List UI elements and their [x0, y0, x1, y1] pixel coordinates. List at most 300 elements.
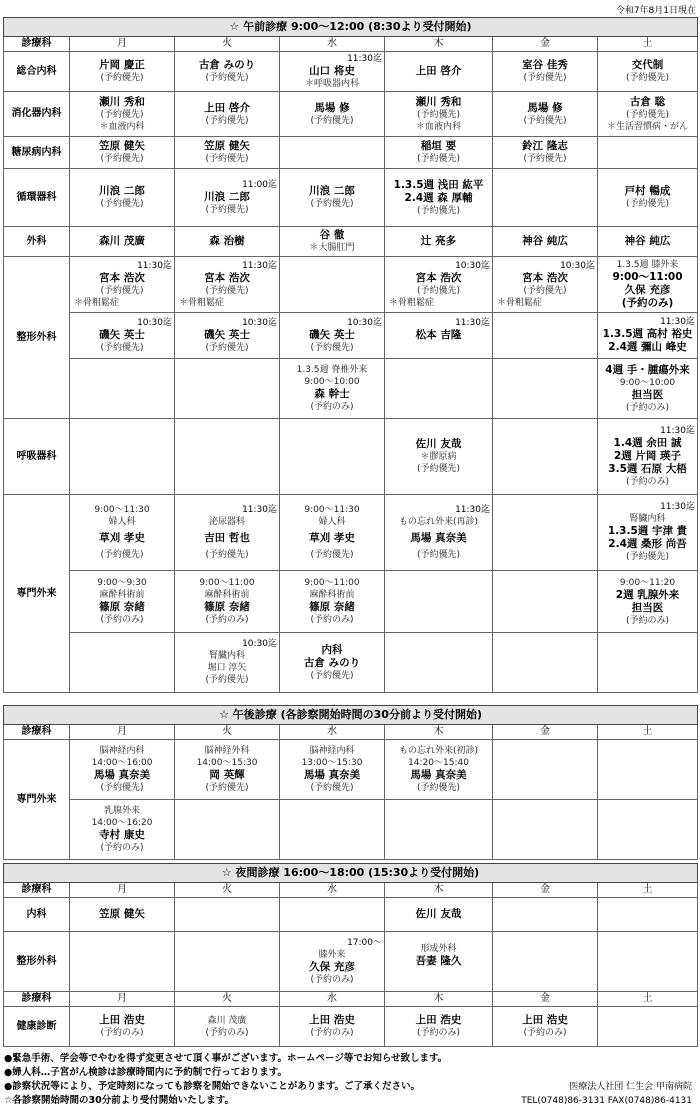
schedule-cell	[598, 419, 698, 495]
schedule-cell	[280, 740, 385, 800]
doctor-name: 神谷 純広	[522, 235, 568, 247]
schedule-cell	[598, 313, 698, 359]
schedule-cell	[280, 1007, 385, 1047]
schedule-cell: 木	[385, 725, 493, 740]
schedule-cell	[175, 227, 280, 257]
row-kenshin	[4, 1007, 698, 1047]
cell-text: 腎臓内科	[629, 514, 666, 524]
schedule-cell	[385, 571, 493, 633]
cell-text: 13:00〜15:30	[301, 758, 363, 768]
schedule-cell: 火	[175, 725, 280, 740]
schedule-cell	[280, 313, 385, 359]
doctor-name: 篠原 奈緒	[99, 601, 145, 613]
cell-text: 10:30迄	[347, 317, 382, 328]
schedule-cell	[280, 359, 385, 419]
schedule-cell	[598, 169, 698, 227]
cell-text: (予約優先)	[310, 342, 354, 353]
doctor-name: 山口 将史	[309, 64, 355, 77]
schedule-cell	[598, 1007, 698, 1047]
cell-text: (予約優先)	[100, 783, 144, 793]
cell-text: 9:00〜10:00	[619, 377, 676, 388]
schedule-cell	[70, 800, 175, 860]
cell-text: 17:00〜	[347, 937, 382, 948]
doctor-name: 笠原 健矢	[99, 140, 145, 152]
schedule-cell	[493, 92, 598, 137]
schedule-cell	[175, 800, 280, 860]
schedule-cell	[70, 571, 175, 633]
pm-title: ☆ 午後診療 (各診察開始時間の30分前より受付開始)	[4, 706, 698, 725]
cell-text: 乳腺外来	[103, 806, 140, 816]
row-night-seikei	[4, 932, 698, 992]
doctor-name: 森川 茂廣	[99, 235, 145, 247]
doctor-name: 笠原 健矢	[99, 908, 145, 920]
cell-text: 9:00〜11:00	[199, 578, 255, 588]
cell-text: ＊生活習慣病・がん	[606, 121, 688, 132]
cell-text: 14:00〜16:20	[91, 818, 153, 828]
cell-text: 9:00〜9:30	[97, 578, 147, 588]
schedule-cell	[598, 932, 698, 992]
doctor-name: 上田 浩史	[99, 1014, 145, 1026]
schedule-cell	[70, 359, 175, 419]
cell-text: (予約のみ)	[310, 402, 354, 412]
schedule-cell	[175, 633, 280, 693]
schedule-cell: 診療科	[4, 725, 70, 740]
cell-text: (予約優先)	[100, 109, 144, 120]
schedule-cell: 内科	[4, 898, 70, 932]
schedule-cell: 木	[385, 883, 493, 898]
schedule-cell	[175, 932, 280, 992]
schedule-cell	[70, 313, 175, 359]
schedule-cell	[385, 932, 493, 992]
schedule-cell	[175, 92, 280, 137]
schedule-cell	[280, 932, 385, 992]
cell-text: 9:00〜11:20	[619, 577, 676, 588]
doctor-name: 森 治樹	[209, 235, 245, 247]
doctor-name: 篠原 奈緒	[309, 601, 355, 613]
cell-text: (予約のみ)	[310, 1028, 354, 1038]
doctor-name: 上田 啓介	[415, 65, 462, 77]
cell-text: (予約優先)	[100, 199, 144, 209]
schedule-cell	[175, 740, 280, 800]
doctor-name: 古倉 聡	[629, 95, 666, 108]
doctor-name: 佐川 友哉	[415, 438, 462, 450]
schedule-cell	[598, 227, 698, 257]
doctor-name: 古倉 みのり	[303, 656, 361, 669]
cell-text: (予約のみ)	[205, 1027, 249, 1038]
schedule-cell	[280, 52, 385, 92]
schedule-cell	[493, 1007, 598, 1047]
schedule-cell	[175, 495, 280, 571]
doctor-name: 片岡 慶正	[99, 59, 145, 71]
schedule-cell	[385, 313, 493, 359]
doctor-name: 久保 充彦	[624, 284, 671, 296]
doctor-name: 古倉 みのり	[198, 59, 256, 71]
cell-text: (予約のみ)	[416, 1028, 461, 1038]
cell-text: 10:30迄	[242, 639, 277, 649]
schedule-cell: 呼吸器科	[4, 419, 70, 495]
doctor-name: 馬場 修	[527, 101, 563, 114]
schedule-cell	[385, 227, 493, 257]
cell-text: 14:00〜16:00	[91, 758, 153, 768]
doctor-name: 2週 片岡 瑛子	[613, 449, 682, 462]
schedule-cell	[385, 800, 493, 860]
schedule-cell	[175, 137, 280, 169]
schedule-cell: 木	[385, 992, 493, 1007]
schedule-cell	[70, 419, 175, 495]
doctor-name: 戸村 暢成	[624, 185, 671, 197]
cell-text: 11:30迄	[455, 504, 490, 515]
cell-text: 10:30迄	[455, 260, 490, 271]
schedule-cell: 水	[280, 37, 385, 52]
doctor-name: 2.4週 森 厚輔	[404, 191, 473, 204]
schedule-cell: 月	[70, 883, 175, 898]
cell-text: 11:30迄	[660, 425, 695, 436]
cell-text: (予約のみ)	[625, 615, 670, 626]
doctor-name: 川浪 二郎	[204, 190, 250, 203]
cell-text: 麻酔科術前	[204, 590, 250, 600]
doctor-name: 篠原 奈緒	[204, 601, 250, 613]
cell-text: (予約優先)	[100, 73, 144, 83]
schedule-cell: 金	[493, 883, 598, 898]
cell-text: (予約優先)	[625, 73, 670, 83]
footnotes: ●緊急手術、学会等でやむを得ず変更させて頂く事がございます。ホームページ等でお知らせ致します。 ●婦人科…子宮がん検診は診療時間内に予約制で行っております。 ●診察状況等により、予定時刻になっても診察を開始できないことがあります。ご了承ください。 ☆各診察開始時間の30分前より受付開始いたします。	[4, 1053, 448, 1106]
cell-text: 脳神経内科	[309, 746, 355, 756]
cell-text: 麻酔科術前	[99, 590, 145, 600]
schedule-cell	[70, 257, 175, 313]
doctor-name: 松本 吉隆	[415, 328, 462, 341]
cell-text: (予約優先)	[310, 199, 354, 209]
schedule-cell	[493, 227, 598, 257]
schedule-cell: 土	[598, 37, 698, 52]
cell-text: (予約優先)	[310, 670, 354, 681]
doctor-name: 馬場 真奈美	[303, 769, 361, 781]
cell-text: (予約優先)	[416, 285, 461, 296]
doctor-name: 2.4週 桑形 尚吾	[608, 538, 687, 550]
row-seikei-1	[4, 257, 698, 313]
schedule-cell	[280, 137, 385, 169]
hospital-name: 医療法人社団 仁生会 甲南病院	[569, 1082, 692, 1092]
schedule-cell: 金	[493, 725, 598, 740]
doctor-name: 上田 啓介	[204, 101, 250, 114]
doctor-name: 神谷 純広	[624, 235, 671, 247]
schedule-cell	[598, 495, 698, 571]
schedule-cell	[70, 633, 175, 693]
cell-text: 11:30迄	[242, 260, 277, 271]
schedule-cell	[493, 169, 598, 227]
cell-text: (予約優先)	[523, 73, 567, 83]
cell-text: 11:30迄	[347, 53, 382, 64]
cell-text: 9:00〜11:30	[94, 505, 150, 515]
schedule-cell	[280, 257, 385, 313]
cell-text: 10:30迄	[242, 317, 277, 328]
cell-text: 1.3.5週 膝外来	[616, 260, 679, 270]
row-pm-2	[4, 800, 698, 860]
cell-text: ＊血液内科	[415, 121, 461, 132]
schedule-cell	[385, 419, 493, 495]
row-seikei-2	[4, 313, 698, 359]
schedule-cell	[493, 313, 598, 359]
schedule-cell	[385, 740, 493, 800]
schedule-cell	[598, 633, 698, 693]
doctor-name: 上田 浩史	[522, 1014, 568, 1026]
schedule-cell	[385, 359, 493, 419]
cell-text: (予約優先)	[416, 205, 461, 216]
schedule-cell	[70, 227, 175, 257]
schedule-cell	[70, 1007, 175, 1047]
schedule-cell	[175, 359, 280, 419]
schedule-cell	[598, 800, 698, 860]
doctor-name: 草刈 孝史	[309, 532, 355, 544]
schedule-cell	[280, 495, 385, 571]
cell-text: ＊骨粗鬆症	[179, 297, 225, 308]
cell-text: 膝外来	[318, 949, 346, 960]
cell-text: (予約優先)	[205, 783, 249, 793]
cell-text: 9:00〜10:00	[304, 377, 360, 387]
doctor-name: 宮本 浩次	[99, 271, 145, 284]
cell-text: 9:00〜11:00	[304, 578, 360, 588]
doctor-name: 川浪 二郎	[99, 185, 145, 197]
schedule-cell	[385, 92, 493, 137]
row-pm-1	[4, 740, 698, 800]
cell-text: 11:00迄	[242, 179, 277, 190]
schedule-cell: 診療科	[4, 992, 70, 1007]
cell-text: 腎臓内科	[208, 651, 245, 661]
am-title: ☆ 午前診療 9:00〜12:00 (8:30より受付開始)	[4, 18, 698, 37]
cell-text: 婦人科	[318, 517, 346, 527]
cell-text: 1.3.5週 脊椎外来	[296, 365, 368, 375]
doctor-name: 3.5週 石原 大梧	[608, 462, 687, 475]
cell-text: 14:00〜15:30	[196, 758, 258, 768]
schedule-cell	[70, 898, 175, 932]
doctor-name: 久保 充彦	[309, 960, 355, 973]
doctor-name: 森 幹士	[314, 388, 350, 400]
cell-text: 11:30迄	[242, 504, 277, 515]
cell-text: ＊血液内科	[99, 121, 145, 132]
cell-text: もの忘れ外来(初診)	[398, 746, 479, 756]
doctor-name: 岡 英輝	[209, 769, 245, 781]
schedule-cell	[70, 740, 175, 800]
schedule-cell: 外科	[4, 227, 70, 257]
cell-text: 堀口 淳矢	[207, 663, 247, 673]
schedule-cell	[70, 932, 175, 992]
schedule-cell: 土	[598, 725, 698, 740]
cell-text	[385, 968, 492, 980]
doctor-name: 瀬川 秀和	[99, 95, 145, 108]
cell-text: (予約のみ)	[100, 843, 144, 853]
day-header-row	[4, 37, 698, 52]
schedule-cell: 診療科	[4, 883, 70, 898]
row-senmon-2	[4, 571, 698, 633]
schedule-cell	[70, 92, 175, 137]
schedule-cell: 水	[280, 883, 385, 898]
schedule-cell: 整形外科	[4, 257, 70, 419]
schedule-cell: 月	[70, 992, 175, 1007]
cell-text: (予約のみ)	[100, 615, 144, 625]
cell-text: (予約優先)	[625, 199, 670, 209]
cell-text: (予約優先)	[205, 154, 249, 164]
schedule-cell	[493, 932, 598, 992]
schedule-cell	[493, 633, 598, 693]
schedule-cell	[175, 52, 280, 92]
cell-text: (予約のみ)	[523, 1028, 567, 1038]
schedule-cell	[493, 359, 598, 419]
cell-text: 10:30迄	[137, 317, 172, 328]
schedule-cell	[493, 800, 598, 860]
doctor-name: 佐川 友哉	[415, 908, 462, 920]
schedule-cell	[175, 898, 280, 932]
cell-text: (予約優先)	[416, 549, 461, 560]
doctor-name: 4週 手・腫瘍外来	[605, 363, 690, 376]
cell-text: (予約のみ)	[310, 615, 354, 625]
row-kokyu	[4, 419, 698, 495]
doctor-name: 宮本 浩次	[415, 271, 462, 284]
cell-text: (予約優先)	[416, 783, 461, 793]
doctor-name: 内科	[321, 643, 343, 656]
cell-text: 14:20〜15:40	[408, 758, 469, 768]
row-night-naika	[4, 898, 698, 932]
cell-text: (予約優先)	[416, 109, 461, 120]
schedule-cell	[175, 1007, 280, 1047]
cell-text: もの忘れ外来(再診)	[398, 516, 479, 527]
row-senmon-1	[4, 495, 698, 571]
cell-text: 麻酔科術前	[309, 590, 355, 600]
cell-text: (予約優先)	[205, 285, 249, 296]
cell-text: (予約優先)	[100, 550, 144, 560]
cell-text: (予約優先)	[625, 552, 670, 562]
doctor-name: 稲垣 要	[420, 140, 457, 152]
schedule-cell	[493, 257, 598, 313]
doctor-name: 磯矢 英士	[99, 328, 145, 341]
doctor-name: 馬場 真奈美	[93, 769, 151, 781]
schedule-cell	[280, 227, 385, 257]
doctor-name: 室谷 佳秀	[522, 59, 568, 71]
schedule-cell: 金	[493, 992, 598, 1007]
am-schedule-table	[3, 17, 698, 693]
schedule-cell	[280, 419, 385, 495]
cell-text: 形成外科	[420, 944, 457, 954]
schedule-cell: 土	[598, 883, 698, 898]
hospital-info	[521, 1080, 692, 1108]
cell-text: (予約優先)	[523, 115, 567, 126]
doctor-name: 1.3.5週 宇津 貴	[607, 525, 688, 537]
schedule-cell: 専門外来	[4, 740, 70, 860]
doctor-name: 上田 浩史	[415, 1014, 462, 1026]
schedule-cell: 月	[70, 37, 175, 52]
row-senmon-3	[4, 633, 698, 693]
doctor-name: 担当医	[631, 601, 664, 614]
schedule-cell	[493, 571, 598, 633]
doctor-name: 上田 浩史	[309, 1014, 355, 1026]
schedule-cell	[385, 495, 493, 571]
cell-text: (予約優先)	[205, 115, 249, 126]
cell-text: (予約優先)	[205, 73, 249, 83]
row-geka	[4, 227, 698, 257]
schedule-cell	[493, 898, 598, 932]
schedule-cell	[175, 257, 280, 313]
schedule-cell	[385, 52, 493, 92]
night-schedule-table	[3, 863, 698, 1047]
cell-text: (予約優先)	[416, 464, 461, 474]
cell-text: 11:30迄	[660, 317, 695, 327]
doctor-name: 辻 亮多	[420, 235, 457, 247]
doctor-name: 1.3.5週 浅田 紘平	[393, 178, 484, 191]
doctor-name: 馬場 修	[314, 101, 350, 114]
cell-text: (予約のみ)	[100, 1028, 144, 1038]
cell-text: 脳神経外科	[204, 746, 250, 756]
schedule-cell	[175, 169, 280, 227]
schedule-cell	[385, 633, 493, 693]
schedule-cell	[493, 495, 598, 571]
cell-text: (予約のみ)	[625, 476, 670, 487]
doctor-name: 吾妻 隆久	[415, 955, 462, 967]
schedule-cell	[385, 169, 493, 227]
cell-text: (予約優先)	[625, 109, 670, 120]
doctor-name: 笠原 健矢	[204, 140, 250, 152]
doctor-name: 磯矢 英士	[204, 328, 250, 341]
cell-text: (予約優先)	[205, 675, 249, 685]
schedule-cell	[70, 495, 175, 571]
cell-text: ＊骨粗鬆症	[497, 297, 543, 308]
schedule-cell	[385, 1007, 493, 1047]
cell-text: (予約優先)	[523, 285, 567, 296]
cell-text: (予約優先)	[205, 204, 249, 215]
schedule-cell: 火	[175, 37, 280, 52]
schedule-cell	[280, 169, 385, 227]
schedule-cell	[280, 800, 385, 860]
schedule-cell	[385, 137, 493, 169]
schedule-cell: 消化器内科	[4, 92, 70, 137]
schedule-cell: 土	[598, 992, 698, 1007]
schedule-cell	[280, 633, 385, 693]
cell-text	[385, 342, 492, 354]
cell-text: 11:30迄	[455, 317, 490, 328]
cell-text: (予約のみ)	[205, 615, 249, 625]
doctor-name: 川浪 二郎	[309, 185, 355, 197]
schedule-cell: 木	[385, 37, 493, 52]
cell-text: (予約優先)	[100, 342, 144, 353]
doctor-name: 馬場 真奈美	[410, 769, 467, 781]
doctor-name: 担当医	[631, 388, 664, 401]
schedule-cell	[598, 898, 698, 932]
schedule-cell	[70, 52, 175, 92]
cell-text: (予約優先)	[310, 783, 354, 793]
hospital-tel: TEL(0748)86-3131 FAX(0748)86-4131	[521, 1096, 692, 1106]
doctor-name: 交代制	[631, 59, 664, 71]
cell-text: 10:30迄	[560, 260, 595, 271]
cell-text: (予約優先)	[310, 550, 354, 560]
row-shoka	[4, 92, 698, 137]
schedule-cell	[70, 169, 175, 227]
row-sogo	[4, 52, 698, 92]
cell-text: (予約優先)	[310, 115, 354, 126]
schedule-cell: 糖尿病内科	[4, 137, 70, 169]
cell-text: (予約優先)	[523, 154, 567, 164]
schedule-cell: 火	[175, 992, 280, 1007]
cell-text: 11:30迄	[660, 502, 695, 512]
cell-text: 9:00〜11:30	[304, 505, 360, 515]
schedule-cell	[598, 359, 698, 419]
pm-schedule-table	[3, 705, 698, 860]
doctor-name: 吉田 哲也	[204, 531, 250, 544]
schedule-cell	[493, 419, 598, 495]
schedule-cell: 火	[175, 883, 280, 898]
cell-text: ＊骨粗鬆症	[389, 297, 435, 308]
cell-text: 婦人科	[108, 517, 136, 527]
schedule-cell	[493, 52, 598, 92]
dept-label: 総合内科	[4, 52, 70, 92]
doctor-name: 2週 乳腺外来	[615, 588, 680, 601]
schedule-cell	[598, 92, 698, 137]
